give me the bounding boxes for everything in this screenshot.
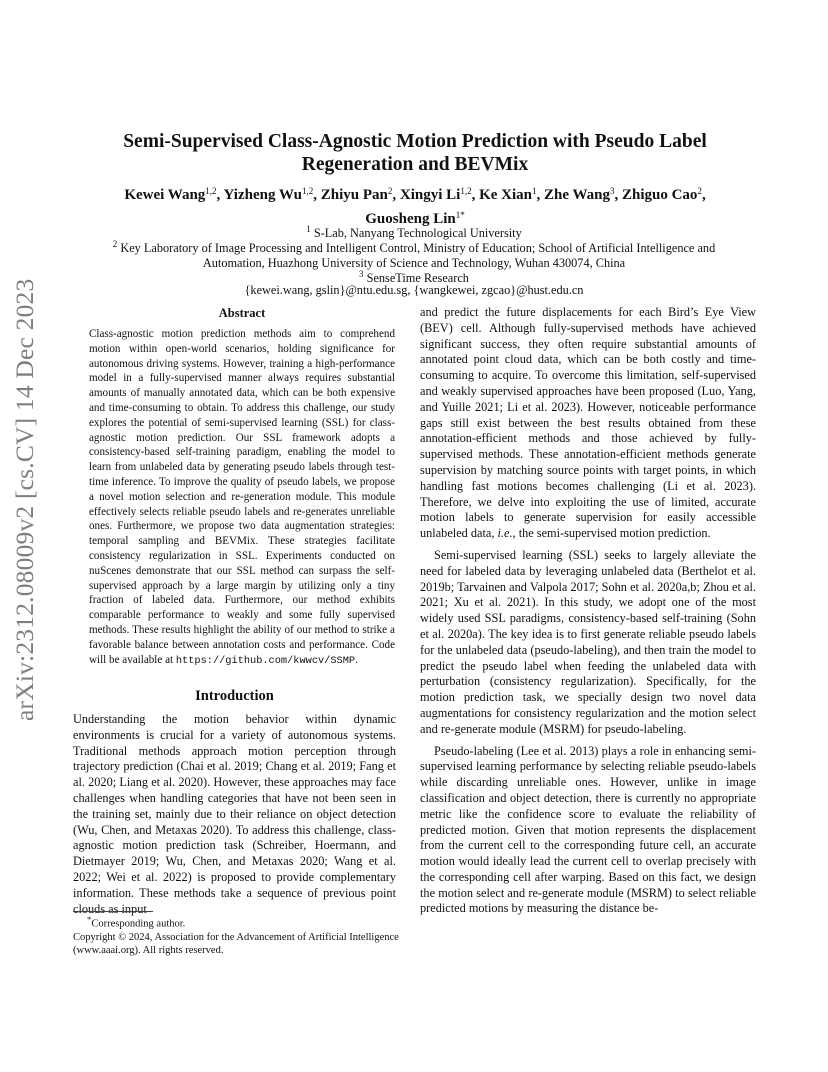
author-name: Guosheng Lin — [365, 211, 456, 227]
author-affiliation-mark: 1 — [531, 186, 537, 196]
author-name: Xingyi Li — [399, 187, 461, 203]
author-affiliation-mark: 1,2 — [302, 186, 314, 196]
code-url-link[interactable]: https://github.com/kwwcv/SSMP — [175, 654, 356, 667]
author-affiliation-mark: 3 — [609, 186, 615, 196]
author-affiliation-mark: 1* — [455, 210, 465, 220]
author-name: Kewei Wang — [124, 187, 206, 203]
affiliation-3: $^3$ SenseTime Research — [359, 269, 469, 285]
author-affiliation-mark: 1,2 — [205, 186, 217, 196]
right-paragraph-1: and predict the future displacements for each Bird’s Eye View (BEV) cell. Although fully-supervised methods have achieved significant success, they often require substantial amounts of annotated point cloud data, which can be both costly and time-consuming to acquire. To overcome this limitation, self-supervised and weakly supervised approaches have been proposed (Luo, Yang, and Yuille 2021; Li et al. 2023). However, noticeable performance gaps still exist between the best results obtained from these annotation-efficient methods and those achieved by fully-supervised methods. These annotation-efficient methods generate supervision by matching source points with target points, in which handling fast motions becomes challenging (Li et al. 2023). Therefore, we delve into exploiting the use of limited, accurate motion labels to generate supervision for easily accessible unlabeled data, i.e., the semi-supervised motion prediction. — [420, 305, 756, 541]
author-emails: {kewei.wang, gslin}@ntu.edu.sg, {wangkewei, zgcao}@hust.edu.cn — [244, 283, 584, 297]
abstract-text: Class-agnostic motion prediction methods aim to comprehend motion within open-world scenarios, holding significance for autonomous driving systems. However, training a high-performance model in a fully-supervised manner always requires substantial amounts of manually annotated data, which can be both expensive and time-consuming to obtain. To address this challenge, our study explores the potential of semi-supervised learning (SSL) for class-agnostic motion prediction. Our SSL framework adopts a consistency-based self-training paradigm, enabling the model to learn from unlabeled data by generating pseudo labels through test-time inference. To improve the quality of pseudo labels, we propose a novel motion selection and re-generation module. This module effectively selects reliable pseudo labels and re-generates unreliable ones. Furthermore, we propose two data augmentation strategies: temporal sampling and BEVMix. These strategies facilitate consistency regularization in SSL. Experiments conducted on nuScenes demonstrate that our SSL method can surpass the self-supervised approach by a large margin by utilizing only a tiny fraction of labeled data. Furthermore, our method exhibits comparable performance to weakly and some fully supervised methods. These results highlight the ability of our method to strike a favorable balance between annotation costs and performance. Code will be available at https://github.com/kwwcv/SSMP. — [89, 328, 395, 667]
introduction-heading: Introduction — [195, 688, 274, 704]
author-affiliation-mark: 2 — [697, 186, 702, 196]
paper-title: Semi-Supervised Class-Agnostic Motion Prediction with Pseudo Label Regeneration and BEVMix — [123, 131, 707, 175]
affiliation-2: $^2$ Key Laboratory of Image Processing and Intelligent Control, Ministry of Education; School of Artificial Intelligence and Automation, Huazhong University of Science and Technology, Wuhan 430074, China — [112, 239, 716, 270]
author-affiliation-mark: 1,2 — [460, 186, 472, 196]
footnote-divider — [73, 911, 153, 912]
right-paragraph-2: Semi-supervised learning (SSL) seeks to largely alleviate the need for labeled data by leveraging unlabeled data (Berthelot et al. 2019b; Tarvainen and Valpola 2017; Sohn et al. 2020a,b; Zhou et al. 2021; Xu et al. 2021). In this study, we adopt one of the most widely used SSL paradigms, consistency-based self-training (Sohn et al. 2020a). The key idea is to first generate reliable pseudo labels for the unlabeled data (pseudo-labeling), and then train the model to predict the pseudo label when feeding the unlabeled data with perturbation (consistency regularization). Specifically, for the motion prediction task, we specially design two novel data augmentations for consistency regularization and the motion select and re-generate module (MSRM) for pseudo-labeling. — [420, 547, 756, 736]
affiliation-1: $^1$ S-Lab, Nanyang Technological University — [306, 224, 522, 240]
author-name: Ke Xian — [479, 187, 532, 203]
author-name: Zhiguo Cao — [621, 187, 698, 203]
abstract-section — [89, 306, 395, 668]
abstract-heading: Abstract — [218, 306, 266, 320]
corresponding-author-note: *Corresponding author. — [87, 914, 186, 930]
author-name: Zhe Wang — [543, 187, 610, 203]
introduction-paragraph-1: Understanding the motion behavior within dynamic environments is crucial for a variety of autonomous systems. Traditional methods approach motion perception through trajectory prediction (Chai et al. 2019; Chang et al. 2019; Fang et al. 2020; Liang et al. 2020). However, these approaches may face challenges when handling categories that have not been seen in the training set, mainly due to their reliance on object detection (Wu, Chen, and Metaxas 2020). To address this challenge, class-agnostic motion prediction task (Schreiber, Hoermann, and Dietmayer 2019; Wu, Chen, and Metaxas 2020; Wang et al. 2022; Wei et al. 2022) is proposed to provide complementary information. These methods take a sequence of previous point clouds as input — [73, 712, 396, 916]
footnote — [73, 913, 403, 957]
right-paragraph-3: Pseudo-labeling (Lee et al. 2013) plays a role in enhancing semi-supervised learning performance by selecting reliable pseudo-labels while discarding unreliable ones. However, unlike in image classification and object detection, there is currently no appropriate metric like the confidence score to evaluate the reliability of predicted motion. Given that motion represents the displacement from the current cell to the corresponding future cell, an accurate motion would ideally lead the current cell to overlap precisely with the corresponding cell after warping. Based on this fact, we design the motion select and re-generate module (MSRM) to select reliable predicted motions by measuring the distance be- — [420, 743, 756, 916]
author-list: Kewei Wang$^{1,2}$, Yizheng Wu$^{1,2}$, Zhiyu Pan$^2$, Xingyi Li$^{1,2}$, Ke Xian$^1$, Zhe Wang$^3$, Zhiguo Cao$^2$, Guosheng Lin$^{1*}$ — [124, 186, 706, 227]
author-affiliation-mark: 2 — [387, 186, 393, 196]
right-column — [420, 305, 756, 917]
author-name: Zhiyu Pan — [320, 187, 388, 203]
arxiv-identifier: arXiv:2312.08009v2 [cs.CV] 14 Dec 2023 — [10, 278, 39, 722]
author-name: Yizheng Wu — [223, 187, 302, 203]
copyright-notice: Copyright © 2024, Association for the Advancement of Artificial Intelligence (www.aaai.org). All rights reserved. — [73, 931, 399, 956]
